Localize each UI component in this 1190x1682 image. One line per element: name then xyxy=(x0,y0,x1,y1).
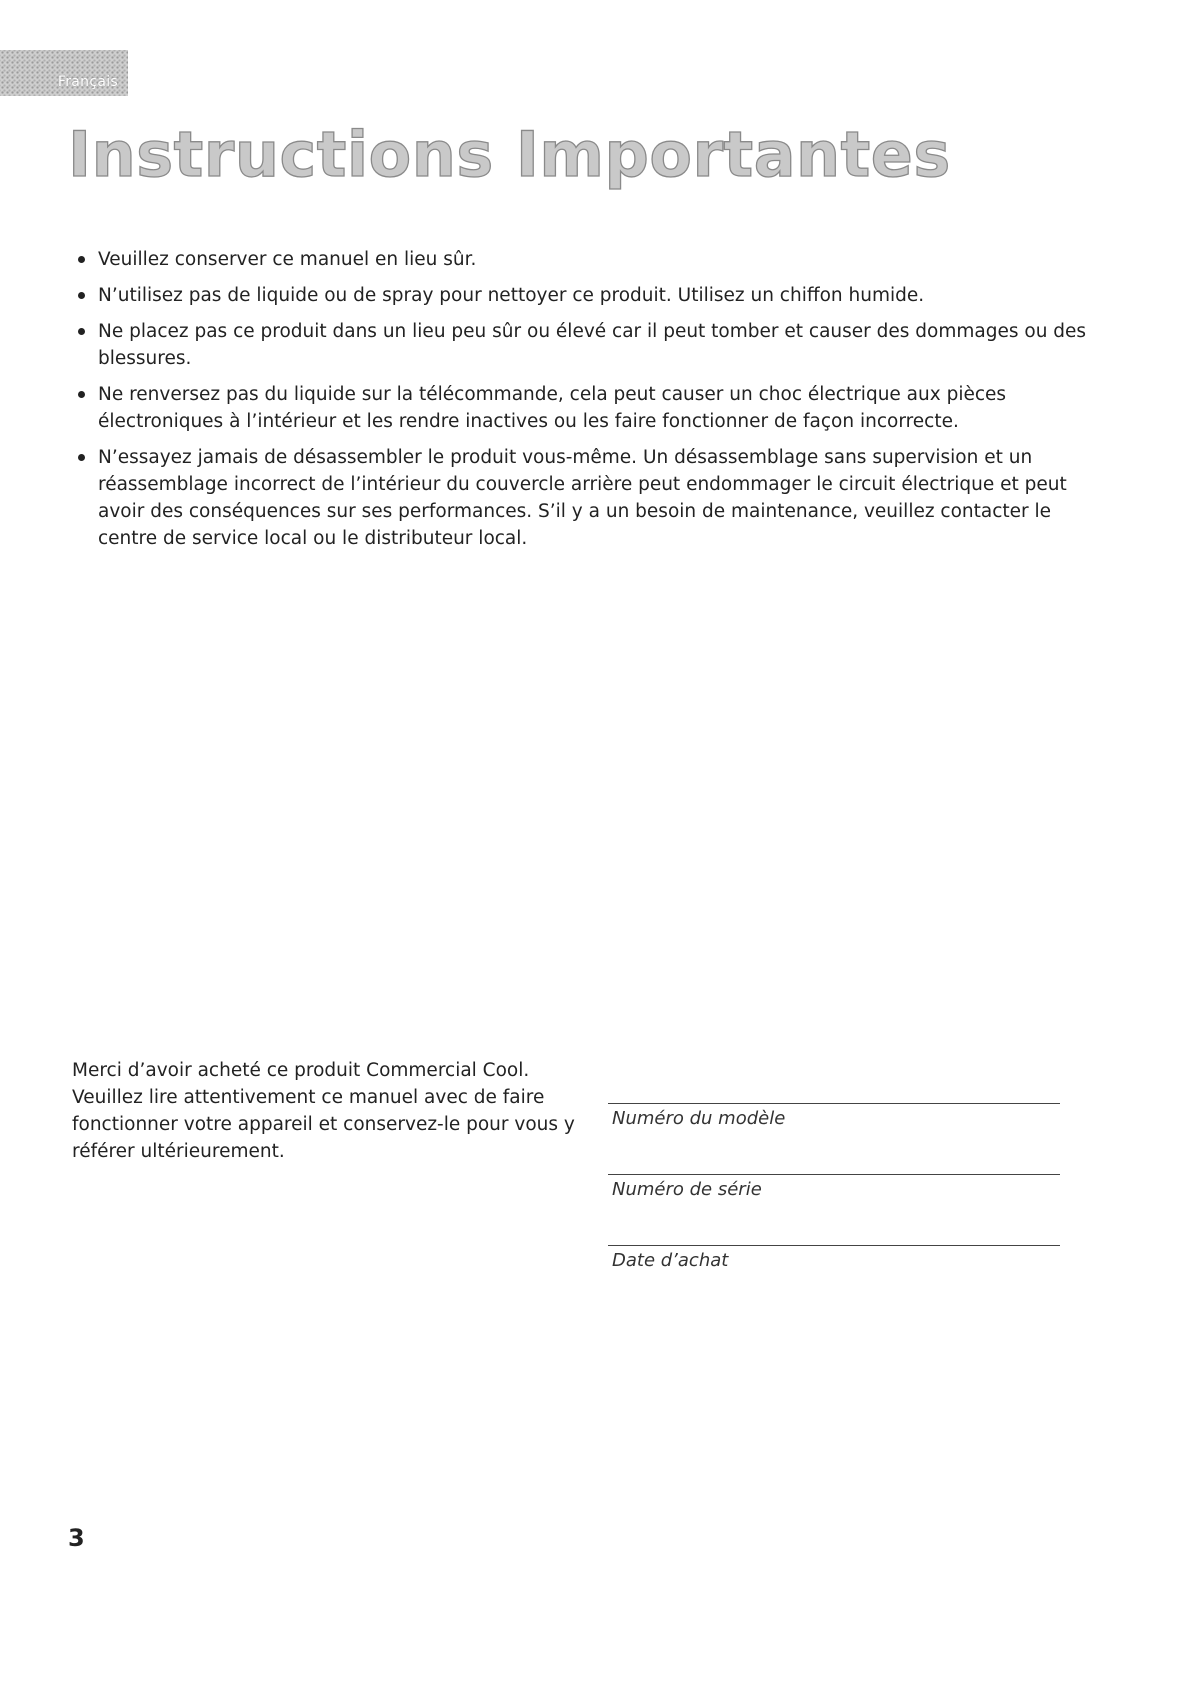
instruction-text: Veuillez conserver ce manuel en lieu sûr. xyxy=(98,249,477,270)
serial-number-caption: Numéro de série xyxy=(612,1179,762,1200)
instruction-text: Ne placez pas ce produit dans un lieu peu sûr ou élevé car il peut tomber et causer des dommages ou des blessures. xyxy=(98,321,1087,369)
thank-you-note: Merci d’avoir acheté ce produit Commercial Cool. Veuillez lire attentivement ce manuel avec de faire fonctionner votre appareil et conservez-le pour vous y référer ultérieurement. xyxy=(72,1060,575,1162)
language-tab xyxy=(0,50,128,96)
instruction-list xyxy=(74,246,1094,561)
purchase-date-caption: Date d’achat xyxy=(612,1250,729,1271)
bullet-icon xyxy=(78,391,85,398)
list-item xyxy=(74,444,1094,552)
page-number: 3 xyxy=(68,1524,85,1552)
bullet-icon xyxy=(78,292,85,299)
serial-number-line xyxy=(608,1174,1060,1175)
model-number-field xyxy=(608,1103,1060,1129)
bullet-icon xyxy=(78,328,85,335)
instruction-text: Ne renversez pas du liquide sur la télécommande, cela peut causer un choc électrique aux pièces électroniques à l’intérieur et les rendre inactives ou les faire fonctionner de façon incorrecte. xyxy=(98,384,1007,432)
model-number-line xyxy=(608,1103,1060,1104)
purchase-date-field xyxy=(608,1245,1060,1271)
page-title: Instructions Importantes xyxy=(68,118,951,191)
model-number-caption: Numéro du modèle xyxy=(612,1108,786,1129)
bullet-icon xyxy=(78,256,85,263)
list-item xyxy=(74,318,1094,372)
list-item xyxy=(74,246,1094,273)
language-label: Français xyxy=(57,74,118,90)
instruction-text: N’utilisez pas de liquide ou de spray pour nettoyer ce produit. Utilisez un chiffon humide. xyxy=(98,285,925,306)
purchase-date-line xyxy=(608,1245,1060,1246)
serial-number-field xyxy=(608,1174,1060,1200)
instruction-text: N’essayez jamais de désassembler le produit vous-même. Un désassemblage sans supervision et un réassemblage incorrect de l’intérieur du couvercle arrière peut endommager le circuit électrique et peut avoir des conséquences sur ses performances. S’il y a un besoin de maintenance, veuillez contacter le centre de service local ou le distributeur local. xyxy=(98,447,1067,549)
list-item xyxy=(74,381,1094,435)
list-item xyxy=(74,282,1094,309)
bullet-icon xyxy=(78,454,85,461)
